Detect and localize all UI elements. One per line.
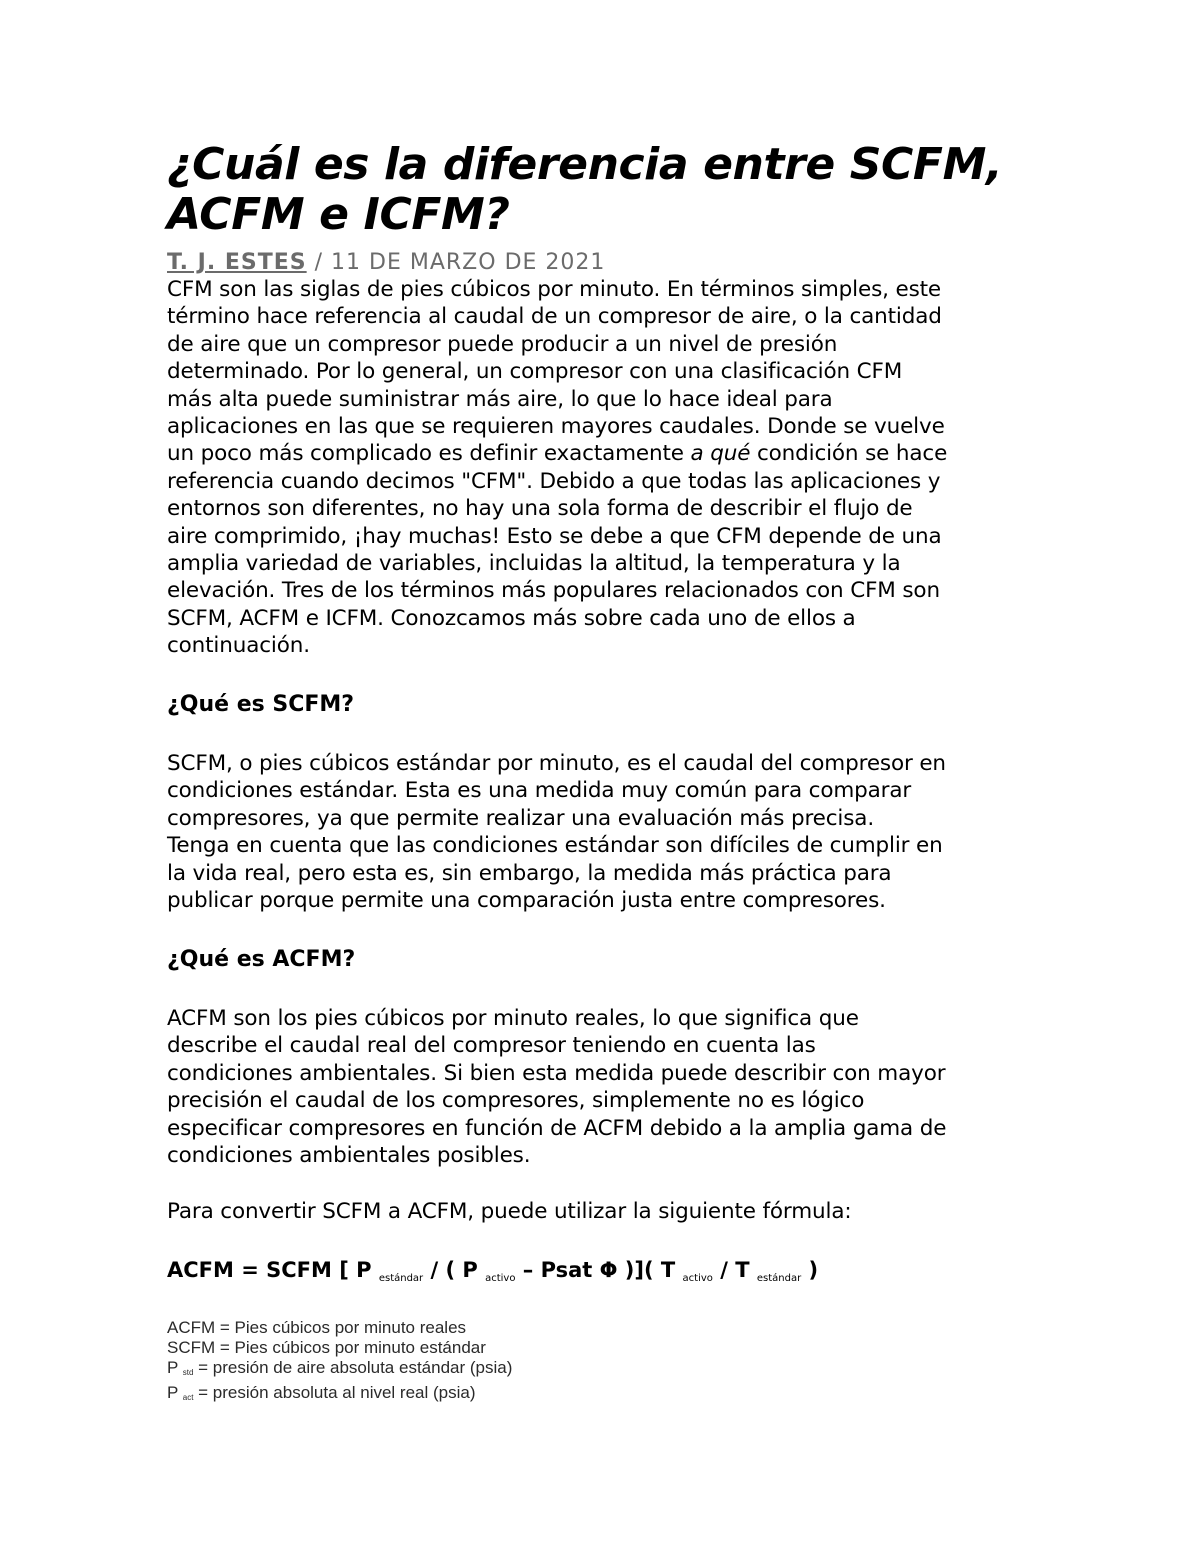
text-line: más alta puede suministrar más aire, lo que lo hace ideal para bbox=[167, 386, 833, 412]
text-line: SCFM, o pies cúbicos estándar por minuto, es el caudal del compresor en bbox=[167, 751, 946, 776]
formula-part: / T bbox=[712, 1258, 757, 1282]
definition-subscript: std bbox=[182, 1368, 194, 1377]
text-line: aplicaciones en las que se requieren mayores caudales. Donde se vuelve bbox=[167, 414, 945, 440]
conversion-formula bbox=[167, 1255, 1047, 1294]
definition-line: ACFM = Pies cúbicos por minuto reales bbox=[167, 1318, 467, 1337]
byline bbox=[167, 250, 1047, 276]
text-line: CFM son las siglas de pies cúbicos por minuto. En términos simples, este bbox=[167, 277, 941, 302]
page-title bbox=[167, 140, 1047, 240]
formula-subscript: activo bbox=[485, 1273, 516, 1284]
text-line: aire comprimido, ¡hay muchas! Esto se debe a que CFM depende de una bbox=[167, 523, 942, 549]
text-segment: un poco más complicado es definir exactamente bbox=[167, 441, 691, 467]
text-line: la vida real, pero esta es, sin embargo, la medida más práctica para bbox=[167, 860, 892, 886]
text-line: precisión el caudal de los compresores, simplemente no es lógico bbox=[167, 1088, 865, 1114]
text-line: SCFM, ACFM e ICFM. Conozcamos más sobre cada uno de ellos a bbox=[167, 605, 856, 631]
definition-line bbox=[167, 1358, 1047, 1383]
text-segment: condición se hace bbox=[750, 441, 948, 467]
heading-scfm: ¿Qué es SCFM? bbox=[167, 692, 355, 717]
text-line: término hace referencia al caudal de un compresor de aire, o la cantidad bbox=[167, 304, 942, 330]
text-line: condiciones estándar. Esta es una medida muy común para comparar bbox=[167, 778, 912, 804]
text-line: describe el caudal real del compresor teniendo en cuenta las bbox=[167, 1033, 816, 1059]
text-line: de aire que un compresor puede producir a un nivel de presión bbox=[167, 331, 838, 357]
emphasis-text: a qué bbox=[690, 441, 751, 467]
definition-symbol: P bbox=[167, 1358, 183, 1377]
scfm-paragraph bbox=[167, 750, 1047, 914]
definition-line: SCFM = Pies cúbicos por minuto estándar bbox=[167, 1338, 486, 1357]
formula-subscript: estándar bbox=[378, 1273, 424, 1284]
text-line: referencia cuando decimos "CFM". Debido a que todas las aplicaciones y bbox=[167, 468, 941, 494]
formula-subscript: activo bbox=[682, 1273, 713, 1284]
formula-part: ) bbox=[801, 1258, 819, 1282]
definition-symbol: P bbox=[167, 1383, 183, 1402]
text-line: determinado. Por lo general, un compresor con una clasificación CFM bbox=[167, 359, 903, 385]
formula-part: – Psat Φ )]( T bbox=[515, 1258, 683, 1282]
conversion-intro bbox=[167, 1198, 1047, 1225]
formula-part: ACFM = SCFM [ P bbox=[167, 1258, 379, 1282]
formula-definitions bbox=[167, 1318, 1047, 1408]
text-line: amplia variedad de variables, incluidas la altitud, la temperatura y la bbox=[167, 551, 901, 577]
publish-date: 11 DE MARZO DE 2021 bbox=[331, 250, 606, 275]
author-link[interactable]: T. J. ESTES bbox=[167, 250, 307, 275]
text-line: Para convertir SCFM a ACFM, puede utilizar la siguiente fórmula: bbox=[167, 1199, 852, 1224]
text-line: publicar porque permite una comparación justa entre compresores. bbox=[167, 888, 886, 914]
formula-subscript: estándar bbox=[756, 1273, 802, 1284]
title-line: ACFM e ICFM? bbox=[167, 189, 510, 240]
acfm-paragraph bbox=[167, 1005, 1047, 1169]
text-line: condiciones ambientales posibles. bbox=[167, 1143, 531, 1169]
heading-acfm: ¿Qué es ACFM? bbox=[167, 947, 356, 972]
text-line: ACFM son los pies cúbicos por minuto reales, lo que significa que bbox=[167, 1006, 859, 1031]
definition-subscript: act bbox=[182, 1393, 194, 1402]
intro-paragraph bbox=[167, 276, 1047, 660]
title-line: ¿Cuál es la diferencia entre SCFM, bbox=[167, 139, 1003, 190]
text-line bbox=[167, 440, 1047, 467]
text-line: continuación. bbox=[167, 633, 310, 659]
formula-part: / ( P bbox=[423, 1258, 486, 1282]
text-line: elevación. Tres de los términos más populares relacionados con CFM son bbox=[167, 578, 940, 604]
definition-text: = presión absoluta al nivel real (psia) bbox=[193, 1383, 476, 1402]
text-line: entornos son diferentes, no hay una sola forma de describir el flujo de bbox=[167, 496, 913, 522]
text-line: especificar compresores en función de ACFM debido a la amplia gama de bbox=[167, 1115, 947, 1141]
definition-line bbox=[167, 1383, 1047, 1408]
text-line: compresores, ya que permite realizar una evaluación más precisa. bbox=[167, 805, 875, 831]
byline-separator: / bbox=[306, 250, 332, 275]
text-line: condiciones ambientales. Si bien esta medida puede describir con mayor bbox=[167, 1060, 946, 1086]
text-line: Tenga en cuenta que las condiciones estándar son difíciles de cumplir en bbox=[167, 833, 943, 859]
definition-text: = presión de aire absoluta estándar (psia) bbox=[193, 1358, 513, 1377]
